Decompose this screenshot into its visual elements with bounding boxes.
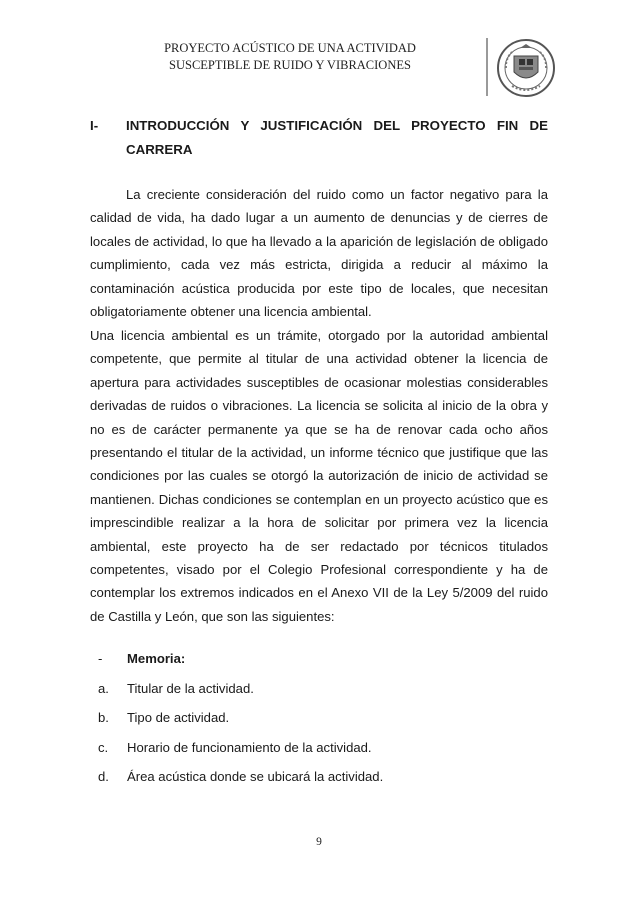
section-number: I-	[90, 118, 99, 133]
list-heading	[90, 647, 548, 677]
list-item-text: Área acústica donde se ubicará la actividad.	[127, 769, 384, 784]
header-title-line-1: PROYECTO ACÚSTICO DE UNA ACTIVIDAD	[164, 41, 416, 55]
list-item-text: Titular de la actividad.	[127, 680, 254, 696]
list-item-marker: d.	[98, 769, 109, 784]
header-divider	[486, 38, 488, 96]
list-item	[90, 677, 548, 707]
list-item-text: Horario de funcionamiento de la actividad.	[127, 739, 372, 755]
list-item-marker: c.	[98, 739, 109, 755]
section-title-line-2: CARRERA	[126, 142, 193, 157]
list-item-text: Tipo de actividad.	[127, 710, 230, 725]
requirements-list	[90, 647, 548, 795]
list-item	[90, 706, 548, 736]
page-number: 9	[316, 836, 322, 848]
header-title-line-2: SUSCEPTIBLE DE RUIDO Y VIBRACIONES	[169, 58, 411, 72]
section-title-line-1: INTRODUCCIÓN Y JUSTIFICACIÓN DEL PROYECTO FIN DE	[126, 118, 548, 133]
list-item-marker: b.	[98, 710, 109, 725]
paragraph-intro: La creciente consideración del ruido como un factor negativo para la calidad de vida, ha dado lugar a un aumento de denuncias y de cierres de locales de actividad, lo que ha llevado a la aparición de legislación de obligado cumplimiento, cada vez más estricta, dirigida a reducir al máximo la contaminación acústica producida por este tipo de locales, que necesitan obligatoriamente obtener una licencia ambiental.	[90, 187, 548, 320]
paragraph-licencia: Una licencia ambiental es un trámite, otorgado por la autoridad ambiental competente, que permite al titular de una actividad obtener la licencia de apertura para actividades susceptibles de ocasionar molestias considerables derivadas de ruidos o vibraciones. La licencia se solicita al inicio de la obra y no es de carácter permanente ya que se ha de renovar cada ocho años presentando el titular de la actividad, un informe técnico que justifique que las condiciones por las cuales se otorgó la autorización de inicio de actividad se mantienen. Dichas condiciones se contemplan en un proyecto acústico que es imprescindible realizar a la hora de solicitar por primera vez la licencia ambiental, este proyecto ha de ser redactado por técnicos titulados competentes, visado por el Colegio Profesional correspondiente y ha de contemplar los extremos indicados en el Anexo VII de la Ley 5/2009 del ruido de Castilla y León, que son las siguientes:	[90, 328, 548, 624]
section-title	[126, 114, 548, 162]
document-header-title	[140, 40, 440, 74]
list-heading-text: Memoria:	[127, 651, 186, 666]
list-item	[90, 736, 548, 766]
university-seal-icon	[494, 38, 558, 98]
list-heading-marker: -	[98, 651, 103, 666]
list-item-marker: a.	[98, 680, 109, 696]
list-item	[90, 765, 548, 795]
